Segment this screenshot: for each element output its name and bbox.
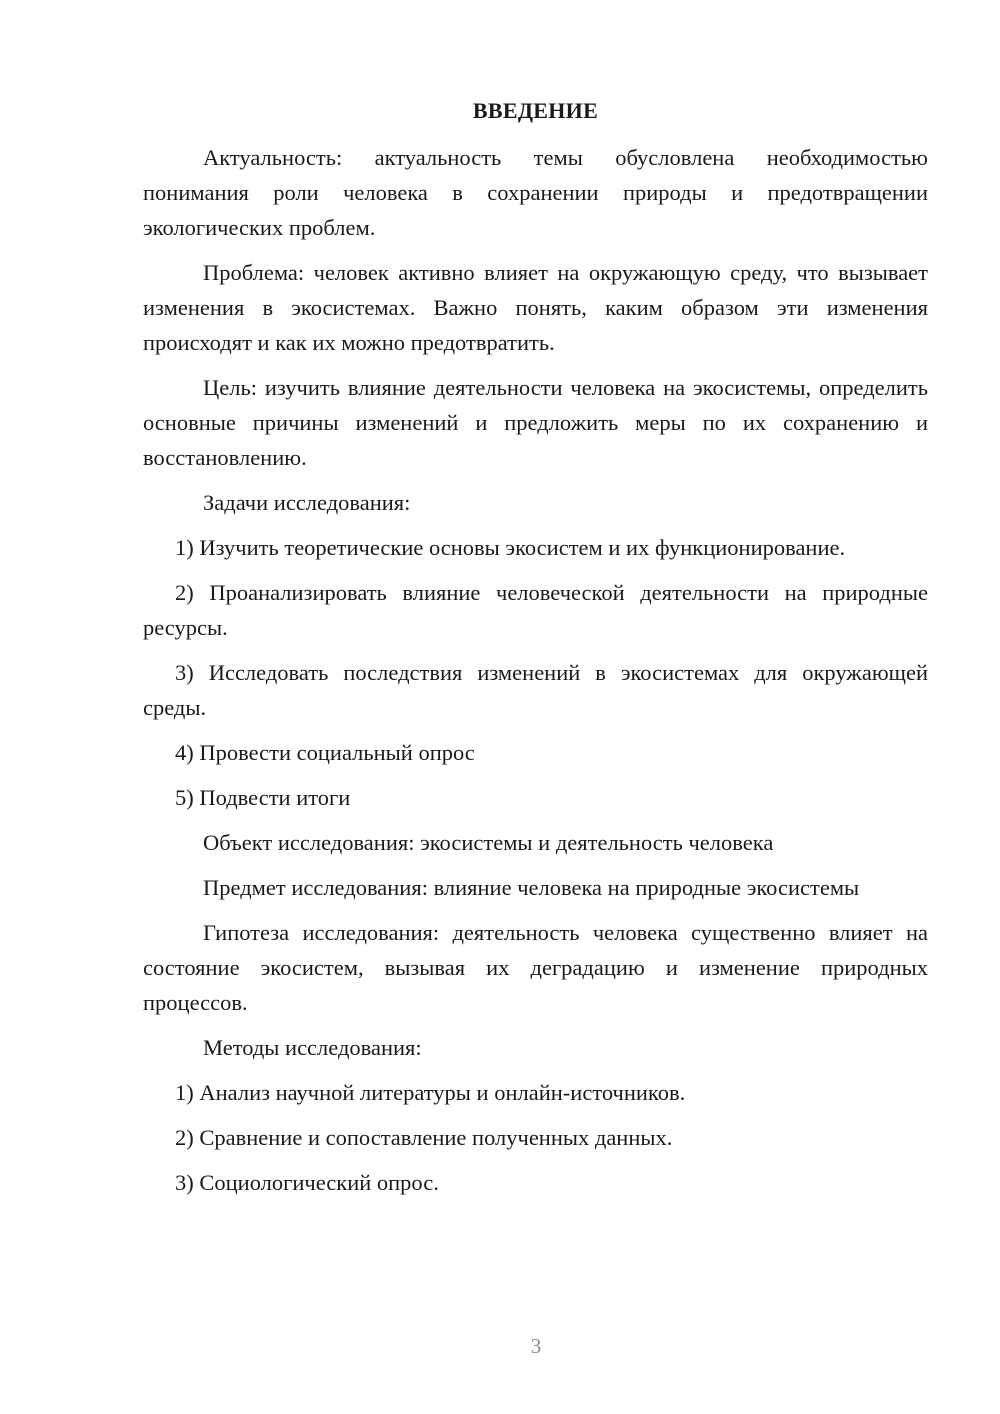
task-item: 4) Провести социальный опрос — [175, 740, 475, 765]
task-item: 2) Проанализировать влияние человеческой деятельности на природные ресурсы. — [143, 580, 928, 640]
section-heading: ВВЕДЕНИЕ — [472, 98, 599, 123]
task-item: 5) Подвести итоги — [175, 785, 351, 810]
method-item: 2) Сравнение и сопоставление полученных данных. — [175, 1125, 673, 1150]
task-item: 3) Исследовать последствия изменений в экосистемах для окружающей среды. — [143, 660, 928, 720]
object-paragraph: Объект исследования: экосистемы и деятельность человека — [203, 830, 774, 855]
method-item: 3) Социологический опрос. — [175, 1170, 439, 1195]
hypothesis-paragraph: Гипотеза исследования: деятельность человека существенно влияет на состояние экосистем, вызывая их деградацию и изменение природных процессов. — [143, 920, 928, 1015]
document-body — [143, 96, 928, 1210]
tasks-heading: Задачи исследования: — [203, 490, 411, 515]
task-item: 1) Изучить теоретические основы экосистем и их функционирование. — [175, 535, 846, 560]
page-number: 3 — [530, 1334, 542, 1358]
problem-paragraph: Проблема: человек активно влияет на окружающую среду, что вызывает изменения в экосистемах. Важно понять, каким образом эти изменения происходят и как их можно предотвратить. — [143, 260, 928, 355]
methods-heading: Методы исследования: — [203, 1035, 422, 1060]
method-item: 1) Анализ научной литературы и онлайн-источников. — [175, 1080, 686, 1105]
goal-paragraph: Цель: изучить влияние деятельности человека на экосистемы, определить основные причины изменений и предложить меры по их сохранению и восстановлению. — [143, 375, 928, 470]
relevance-paragraph: Актуальность: актуальность темы обусловлена необходимостью понимания роли человека в сохранении природы и предотвращении экологических проблем. — [143, 145, 928, 240]
subject-paragraph: Предмет исследования: влияние человека на природные экосистемы — [203, 875, 860, 900]
